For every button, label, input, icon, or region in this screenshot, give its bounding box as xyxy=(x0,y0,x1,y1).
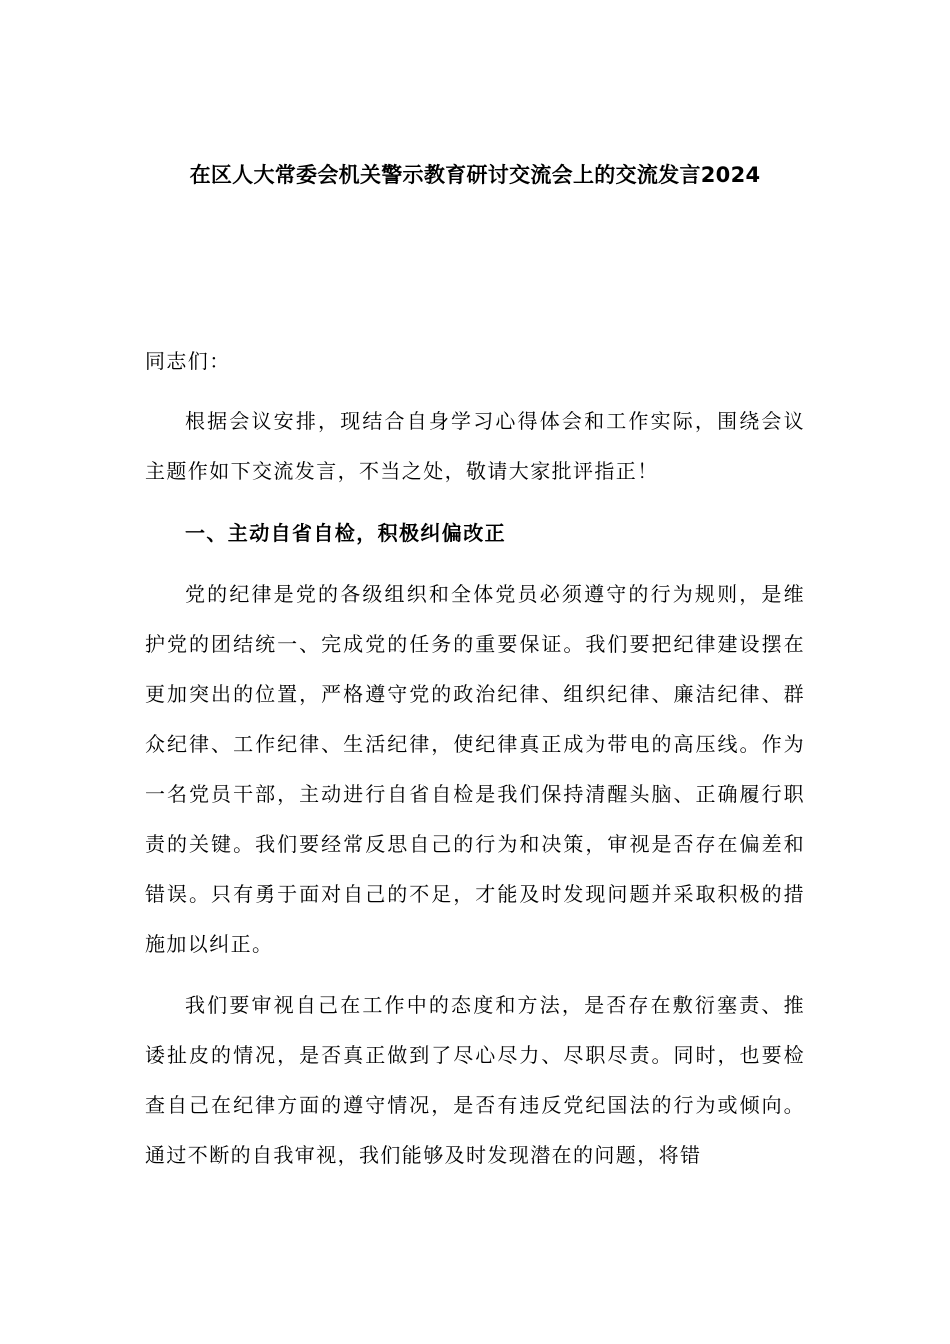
intro-paragraph: 根据会议安排，现结合自身学习心得体会和工作实际，围绕会议主题作如下交流发言，不当之处，敬请大家批评指正！ xyxy=(145,409,805,483)
section-paragraph-2: 我们要审视自己在工作中的态度和方法，是否存在敷衍塞责、推诿扯皮的情况，是否真正做到了尽心尽力、尽职尽责。同时，也要检查自己在纪律方面的遵守情况，是否有违反党纪国法的行为或倾向。通过不断的自我审视，我们能够及时发现潜在的问题，将错 xyxy=(145,993,805,1167)
section-paragraph-1: 党的纪律是党的各级组织和全体党员必须遵守的行为规则，是维护党的团结统一、完成党的任务的重要保证。我们要把纪律建设摆在更加突出的位置，严格遵守党的政治纪律、组织纪律、廉洁纪律、群众纪律、工作纪律、生活纪律，使纪律真正成为带电的高压线。作为一名党员干部，主动进行自省自检是我们保持清醒头脑、正确履行职责的关键。我们要经常反思自己的行为和决策，审视是否存在偏差和错误。只有勇于面对自己的不足，才能及时发现问题并采取积极的措施加以纠正。 xyxy=(145,582,805,956)
document-title: 在区人大常委会机关警示教育研讨交流会上的交流发言2024 xyxy=(189,163,761,187)
salutation: 同志们： xyxy=(145,349,231,373)
section-heading: 一、主动自省自检，积极纠偏改正 xyxy=(185,521,506,545)
